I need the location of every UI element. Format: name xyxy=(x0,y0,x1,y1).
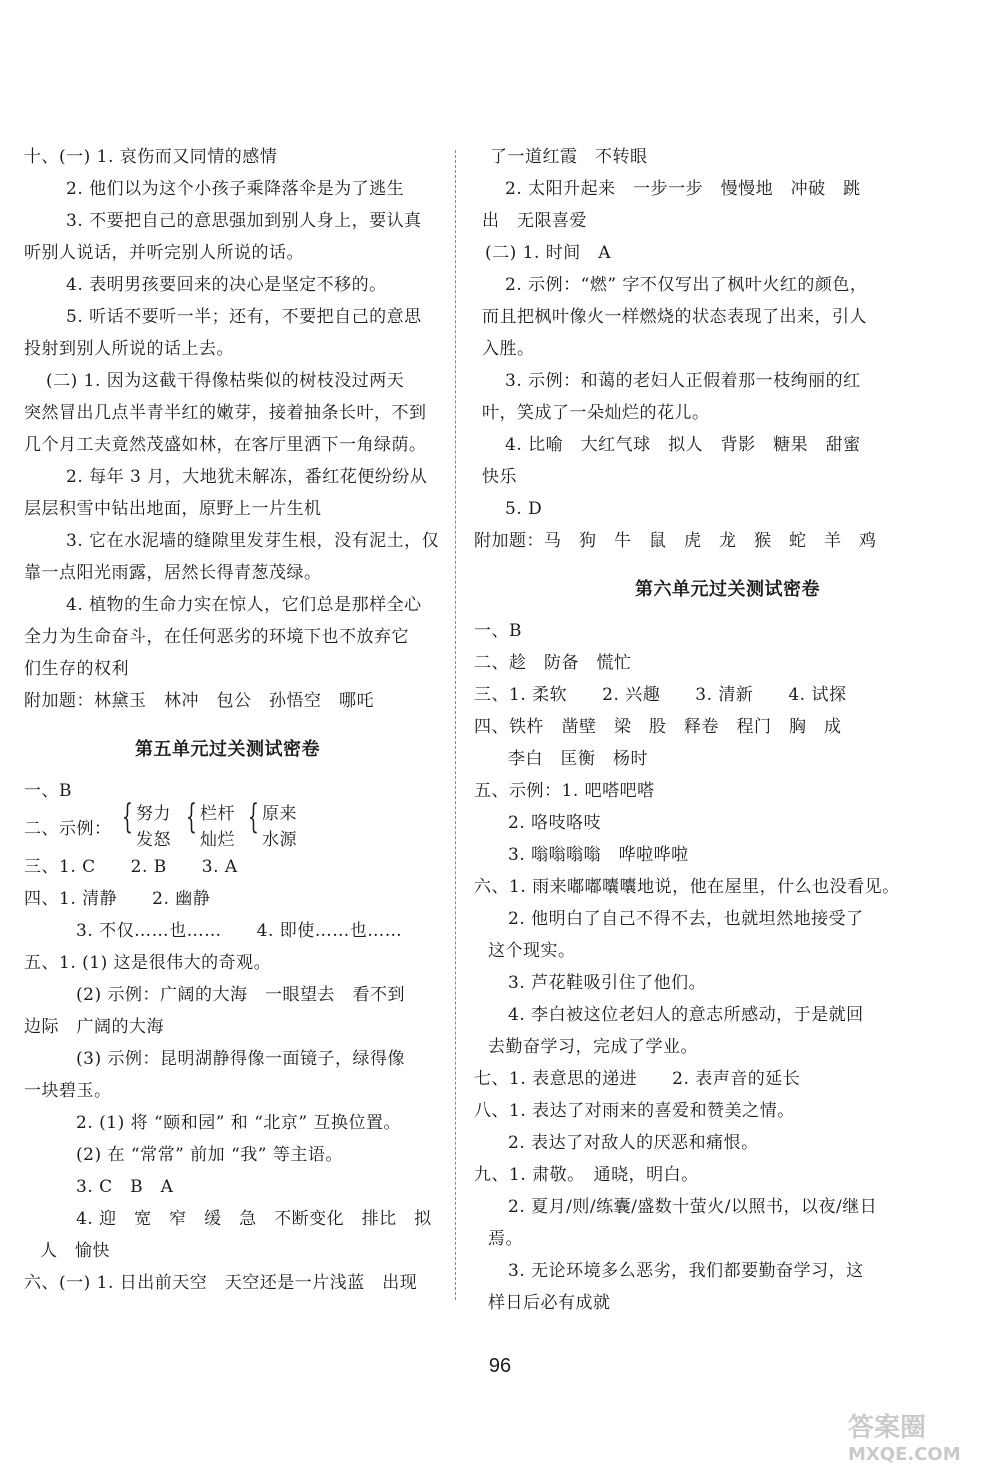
text-line: 5. D xyxy=(505,499,543,519)
text-line: 2. (1) 将 “颐和园” 和 “北京” 互换位置。 xyxy=(76,1113,401,1133)
text-line: 2. 咯吱咯吱 xyxy=(508,813,602,833)
text-line: 2. 表达了对敌人的厌恶和痛恨。 xyxy=(508,1133,759,1153)
text-line: (3) 示例：昆明湖静得像一面镜子，绿得像 xyxy=(76,1049,405,1069)
text-line: 四、铁杵 凿壁 梁 股 释卷 程门 胸 成 xyxy=(474,717,842,737)
text-line: (二) 1. 时间 A xyxy=(485,243,612,263)
text-line: 出 无限喜爱 xyxy=(482,211,587,231)
text-line: 叶，笑成了一朵灿烂的花儿。 xyxy=(482,403,710,423)
text-line: 一块碧玉。 xyxy=(24,1081,112,1101)
example-word: 栏杆 xyxy=(200,804,235,824)
text-line: 2. 太阳升起来 一步一步 慢慢地 冲破 跳 xyxy=(505,179,861,199)
text-line: 七、1. 表意思的递进 2. 表声音的延长 xyxy=(474,1069,801,1089)
example-word: 努力 xyxy=(136,804,171,824)
section-title: 第五单元过关测试密卷 xyxy=(135,739,320,760)
text-line: 而且把枫叶像火一样燃烧的状态表现了出来，引人 xyxy=(482,307,867,327)
text-line: 一、B xyxy=(474,621,522,641)
text-line: 投射到别人所说的话上去。 xyxy=(24,339,234,359)
example-word: 原来 xyxy=(262,804,297,824)
section-title: 第六单元过关测试密卷 xyxy=(635,579,820,600)
text-line: 这个现实。 xyxy=(488,941,576,961)
text-line: 人 愉快 xyxy=(40,1241,110,1261)
example-word: 水源 xyxy=(262,830,297,850)
text-line: 李白 匡衡 杨时 xyxy=(508,749,648,769)
text-line: 2. 他明白了自己不得不去，也就坦然地接受了 xyxy=(508,909,864,929)
text-line: 3. C B A xyxy=(76,1177,174,1197)
text-line: 入胜。 xyxy=(482,339,535,359)
text-line: 二、示例： xyxy=(24,819,112,839)
text-line: 3. 示例：和蔼的老妇人正假着那一枝绚丽的红 xyxy=(505,371,861,391)
text-line: 四、1. 清静 2. 幽静 xyxy=(24,889,211,909)
brace: { xyxy=(186,797,197,837)
text-line: 4. 李白被这位老妇人的意志所感动，于是就回 xyxy=(508,1005,864,1025)
example-word: 发怒 xyxy=(136,830,171,850)
text-line: 2. 夏月/则/练囊/盛数十萤火/以照书，以夜/继日 xyxy=(508,1197,878,1217)
text-line: 快乐 xyxy=(482,467,517,487)
text-line: (2) 示例：广阔的大海 一眼望去 看不到 xyxy=(76,985,405,1005)
text-line: 3. 芦花鞋吸引住了他们。 xyxy=(508,973,707,993)
page-number: 96 xyxy=(488,1355,512,1377)
text-line: 3. 不仅……也…… 4. 即使……也…… xyxy=(76,921,403,941)
text-line: 去勤奋学习，完成了学业。 xyxy=(488,1037,698,1057)
text-line: 了一道红霞 不转眼 xyxy=(490,147,648,167)
text-line: 4. 迎 宽 窄 缓 急 不断变化 排比 拟 xyxy=(76,1209,432,1229)
text-line: 3. 不要把自己的意思强加到别人身上，要认真 xyxy=(66,211,422,231)
text-line: 4. 植物的生命力实在惊人，它们总是那样全心 xyxy=(66,595,422,615)
text-line: 5. 听话不要听一半；还有，不要把自己的意思 xyxy=(66,307,422,327)
text-line: 六、(一) 1. 日出前天空 天空还是一片浅蓝 出现 xyxy=(24,1273,418,1293)
text-line: 靠一点阳光雨露，居然长得青葱茂绿。 xyxy=(24,563,322,583)
text-line: 附加题：林黛玉 林冲 包公 孙悟空 哪吒 xyxy=(24,691,374,711)
text-line: 4. 表明男孩要回来的决心是坚定不移的。 xyxy=(66,275,387,295)
text-line: 焉。 xyxy=(488,1229,523,1249)
text-line: (2) 在 “常常” 前加 “我” 等主语。 xyxy=(76,1145,343,1165)
brace: { xyxy=(248,797,259,837)
text-line: 六、1. 雨来嘟嘟囔囔地说，他在屋里，什么也没看见。 xyxy=(474,877,900,897)
text-line: 3. 无论环境多么恶劣，我们都要勤奋学习，这 xyxy=(508,1261,864,1281)
watermark-logo xyxy=(838,1408,988,1466)
text-line: 五、1. (1) 这是很伟大的奇观。 xyxy=(24,953,272,973)
text-line: 一、B xyxy=(24,781,72,801)
text-line: 2. 他们以为这个小孩子乘降落伞是为了逃生 xyxy=(66,179,405,199)
text-line: 全力为生命奋斗，在任何恶劣的环境下也不放弃它 xyxy=(24,627,409,647)
text-line: 九、1. 肃敬。 通晓，明白。 xyxy=(474,1165,699,1185)
text-line: 几个月工夫竟然茂盛如林，在客厅里洒下一角绿荫。 xyxy=(24,435,427,455)
column-divider xyxy=(455,150,456,1300)
watermark-url: MXQE.COM xyxy=(848,1444,961,1465)
text-line: 八、1. 表达了对雨来的喜爱和赞美之情。 xyxy=(474,1101,795,1121)
text-line: 层层积雪中钻出地面，原野上一片生机 xyxy=(24,499,322,519)
text-line: 3. 嗡嗡嗡嗡 哗啦哗啦 xyxy=(508,845,689,865)
text-line: 二、趁 防备 慌忙 xyxy=(474,653,632,673)
text-line: 边际 广阔的大海 xyxy=(24,1017,164,1037)
text-line: 4. 比喻 大红气球 拟人 背影 糖果 甜蜜 xyxy=(505,435,861,455)
text-line: 3. 它在水泥墙的缝隙里发芽生根，没有泥土，仅 xyxy=(66,531,440,551)
text-line: 五、示例：1. 吧嗒吧嗒 xyxy=(474,781,655,801)
example-word: 灿烂 xyxy=(200,830,235,850)
brace: { xyxy=(122,797,133,837)
text-line: 十、(一) 1. 哀伤而又同情的感情 xyxy=(24,147,278,167)
text-line: 2. 每年 3 月，大地犹未解冻，番红花便纷纷从 xyxy=(66,467,428,487)
text-line: 附加题：马 狗 牛 鼠 虎 龙 猴 蛇 羊 鸡 xyxy=(474,531,877,551)
text-line: 突然冒出几点半青半红的嫩芽，接着抽条长叶，不到 xyxy=(24,403,427,423)
text-line: 三、1. C 2. B 3. A xyxy=(24,857,238,877)
watermark-text: 答案圈 xyxy=(848,1413,927,1443)
text-line: 听别人说话，并听完别人所说的话。 xyxy=(24,243,304,263)
text-line: (二) 1. 因为这截干得像枯柴似的树枝没过两天 xyxy=(46,371,405,391)
text-line: 们生存的权利 xyxy=(24,659,129,679)
text-line: 2. 示例：“燃” 字不仅写出了枫叶火红的颜色， xyxy=(505,275,868,295)
text-line: 样日后必有成就 xyxy=(488,1293,611,1313)
text-line: 三、1. 柔软 2. 兴趣 3. 清新 4. 试探 xyxy=(474,685,847,705)
